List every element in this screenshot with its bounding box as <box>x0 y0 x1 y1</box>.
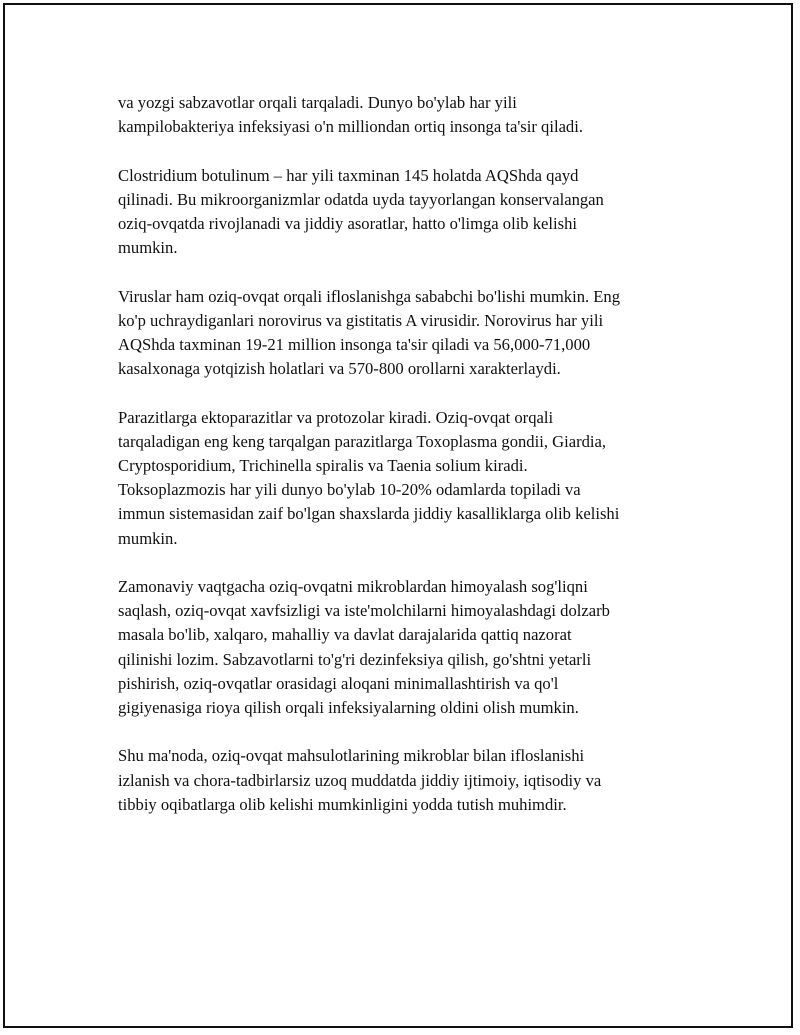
text-line: mumkin. <box>118 238 178 258</box>
text-line: masala bo'lib, xalqaro, mahalliy va davlat darajalarida qattiq nazorat <box>118 625 572 645</box>
text-line: kasalxonaga yotqizish holatlari va 570-800 orollarni xarakterlaydi. <box>118 359 561 379</box>
text-line: izlanish va chora-tadbirlarsiz uzoq muddatda jiddiy ijtimoiy, iqtisodiy va <box>118 770 602 790</box>
text-line: qilinishi lozim. Sabzavotlarni to'g'ri dezinfeksiya qilish, go'shtni yetarli <box>118 649 592 669</box>
text-line: Zamonaviy vaqtgacha oziq-ovqatni mikroblardan himoyalash sog'liqni <box>118 577 588 596</box>
text-line: Shu ma'noda, oziq-ovqat mahsulotlarining mikroblar bilan ifloslanishi <box>118 746 585 766</box>
text-line: Viruslar ham oziq-ovqat orqali ifloslanishga sababchi bo'lishi mumkin. Eng <box>118 286 621 306</box>
text-line: tarqaladigan eng keng tarqalgan parazitlarga Toxoplasma gondii, Giardia, <box>118 431 607 451</box>
paragraph-4 <box>118 406 698 551</box>
paragraph-6 <box>118 744 698 817</box>
text-line: saqlash, oziq-ovqat xavfsizligi va iste'molchilarni himoyalashdagi dolzarb <box>118 601 610 621</box>
text-line: AQShda taxminan 19-21 million insonga ta'sir qiladi va 56,000-71,000 <box>118 335 591 354</box>
text-line: Clostridium botulinum – har yili taxminan 145 holatda AQShda qayd <box>118 165 579 185</box>
paragraph-1 <box>118 91 698 139</box>
paragraph-2 <box>118 164 698 261</box>
text-line: qilinadi. Bu mikroorganizmlar odatda uyda tayyorlangan konservalangan <box>118 189 604 209</box>
text-line: oziq-ovqatda rivojlanadi va jiddiy asoratlar, hatto o'limga olib kelishi <box>118 214 578 233</box>
text-line: Cryptosporidium, Trichinella spiralis va Taenia solium kiradi. <box>118 456 528 475</box>
text-line: kampilobakteriya infeksiyasi o'n milliondan ortiq insonga ta'sir qiladi. <box>118 117 583 137</box>
paragraph-5 <box>118 575 698 720</box>
text-line: mumkin. <box>118 528 178 548</box>
text-line: pishirish, oziq-ovqatlar orasidagi aloqani minimallashtirish va qo'l <box>118 673 559 693</box>
text-line: tibbiy oqibatlarga olib kelishi mumkinligini yodda tutish muhimdir. <box>118 794 567 814</box>
text-line: immun sistemasidan zaif bo'lgan shaxslarda jiddiy kasalliklarga olib kelishi <box>118 504 620 524</box>
text-line: ko'p uchraydiganlari norovirus va gistitatis A virusidir. Norovirus har yili <box>118 310 604 330</box>
text-line: va yozgi sabzavotlar orqali tarqaladi. Dunyo bo'ylab har yili <box>118 93 517 112</box>
text-line: Parazitlarga ektoparazitlar va protozolar kiradi. Oziq-ovqat orqali <box>118 407 554 427</box>
paragraph-3 <box>118 285 698 382</box>
text-line: Toksoplazmozis har yili dunyo bo'ylab 10-20% odamlarda topiladi va <box>118 480 581 500</box>
text-line: gigiyenasiga rioya qilish orqali infeksiyalarning oldini olish mumkin. <box>118 698 579 718</box>
document-body <box>118 91 698 841</box>
